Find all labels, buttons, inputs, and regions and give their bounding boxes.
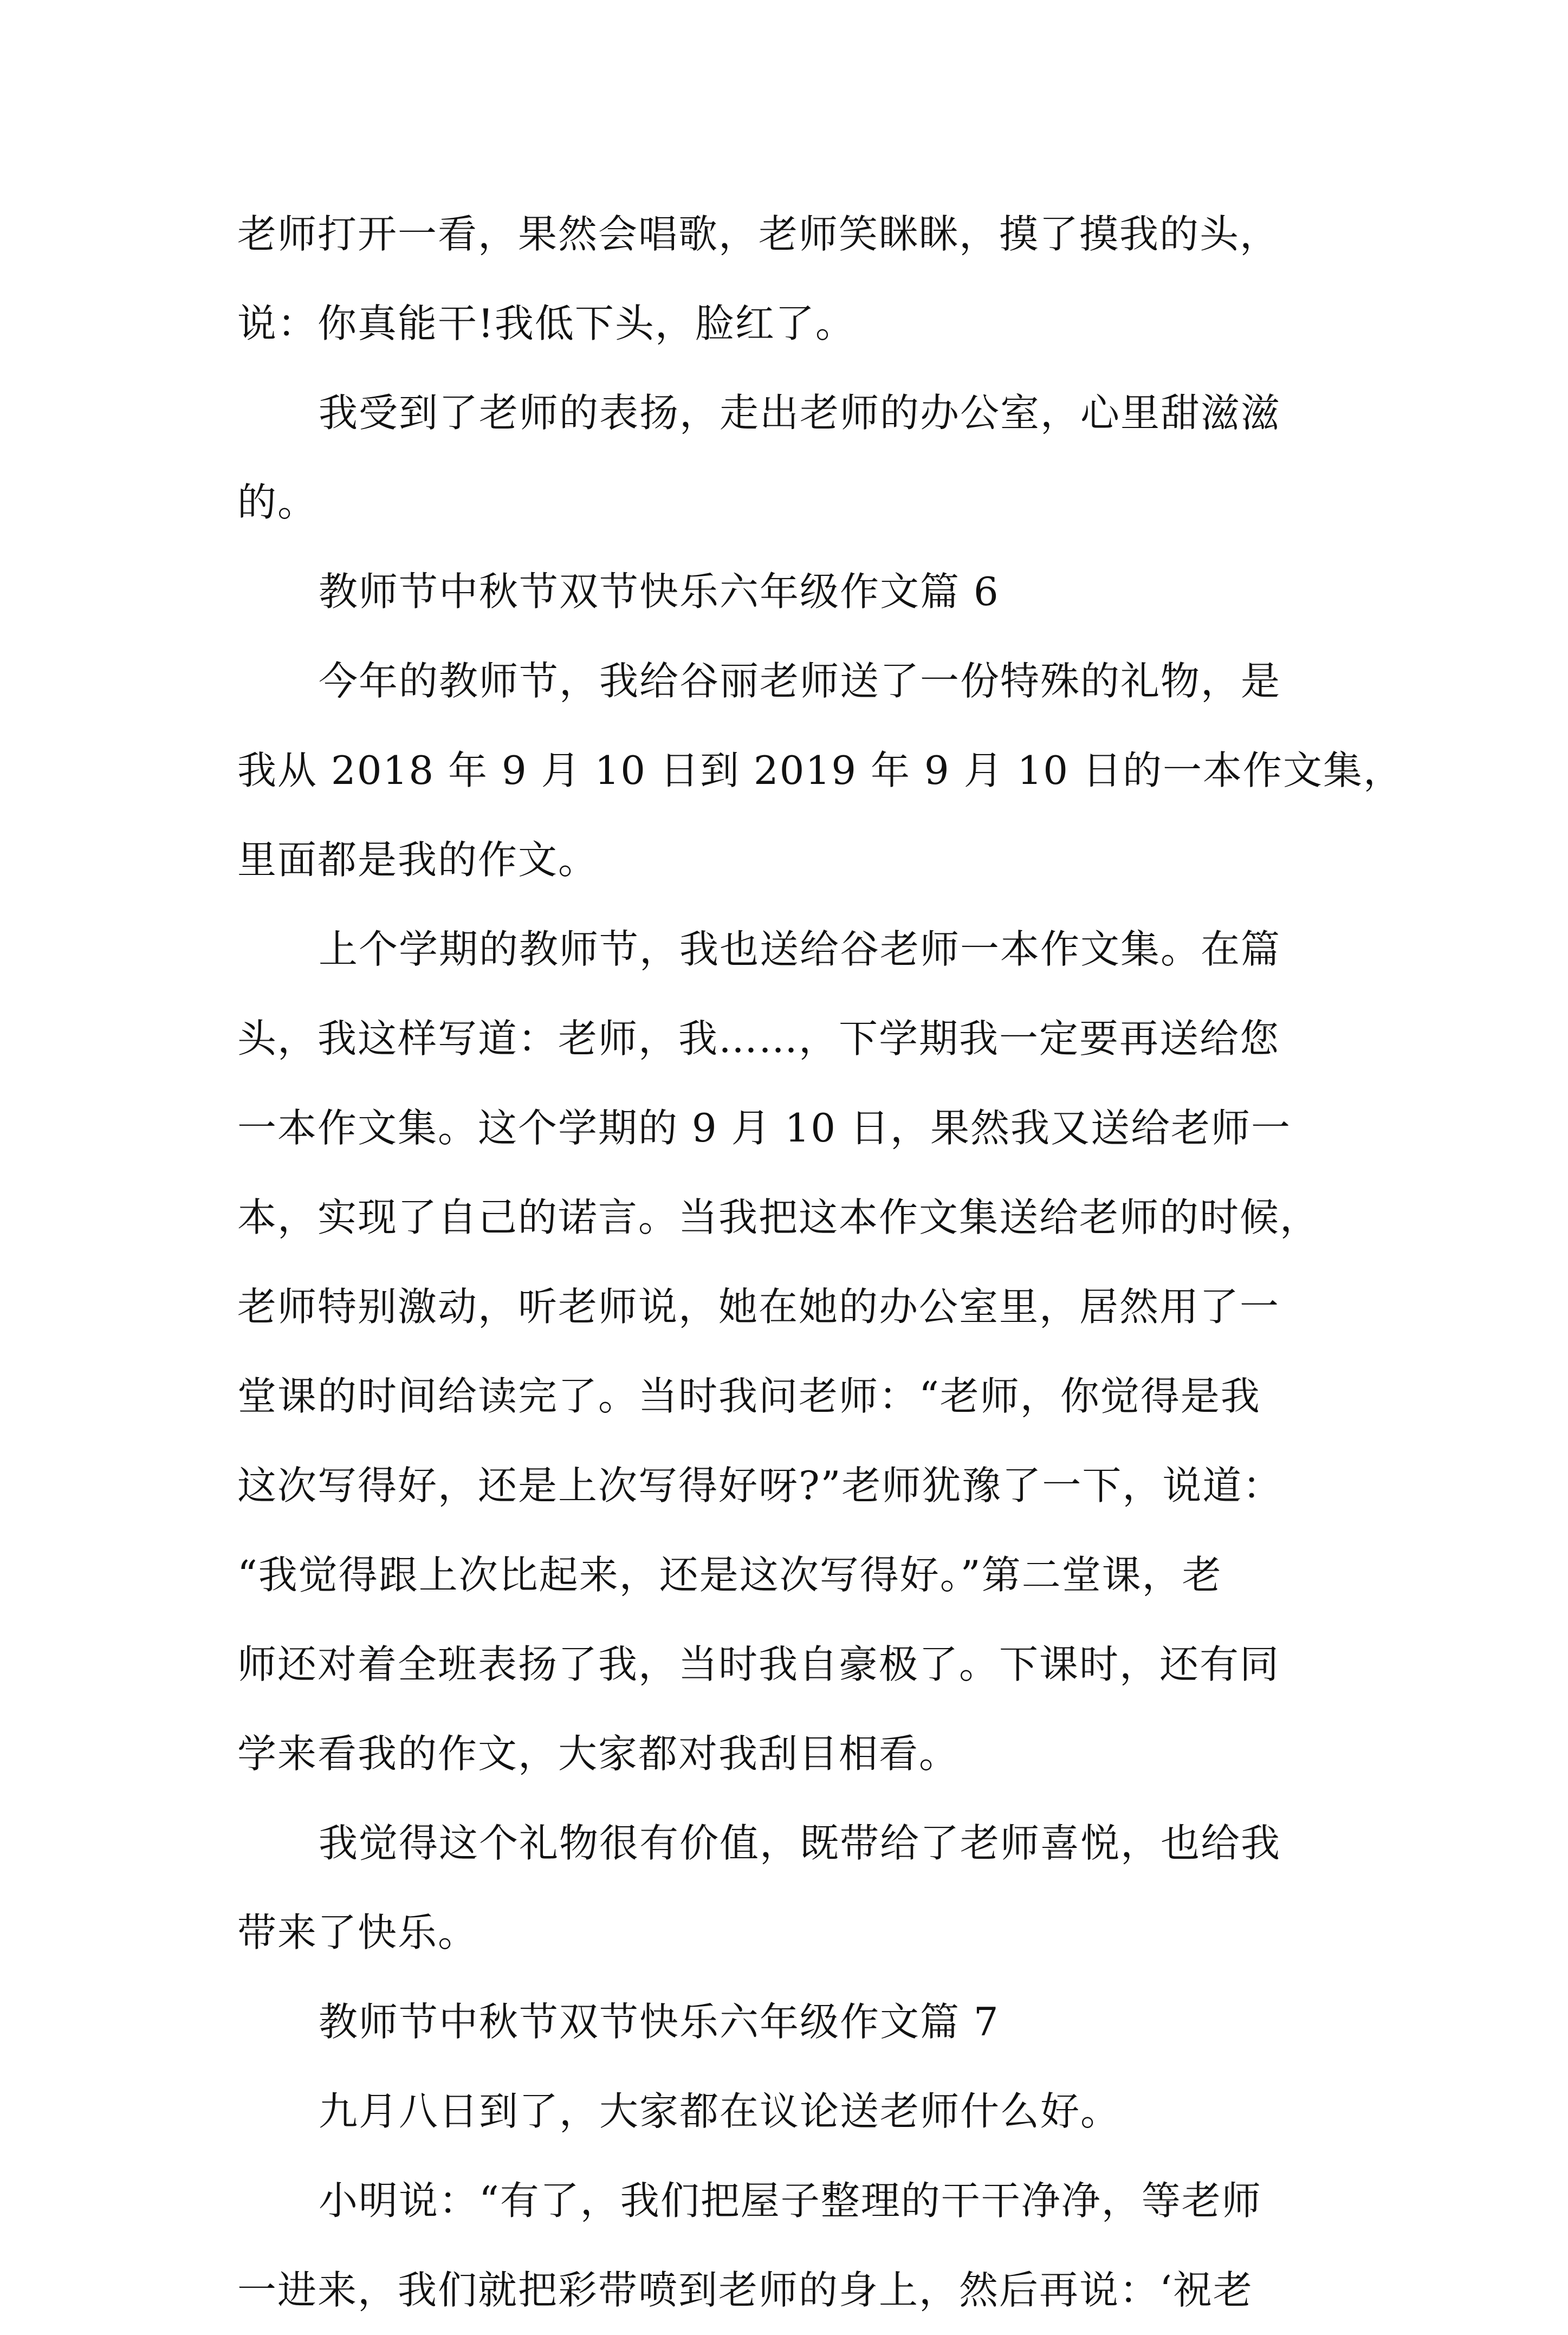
- paragraph-start: 九月八日到了，大家都在议论送老师什么好。: [319, 2088, 1121, 2134]
- text-line: 头，我这样写道：老师，我……，下学期我一定要再送给您: [237, 1016, 1280, 1061]
- text-line: 一进来，我们就把彩带喷到老师的身上，然后再说：‘祝老: [237, 2267, 1253, 2313]
- text-line: 带来了快乐。: [237, 1910, 478, 1955]
- paragraph-start: 小明说：“有了，我们把屋子整理的干干净净，等老师: [319, 2178, 1262, 2223]
- text-line: 这次写得好，还是上次写得好呀?”老师犹豫了一下，说道：: [237, 1463, 1283, 1508]
- text-line: 学来看我的作文，大家都对我刮目相看。: [237, 1731, 960, 1776]
- text-line: 老师特别激动，听老师说，她在她的办公室里，居然用了一: [237, 1284, 1280, 1329]
- paragraph-start: 今年的教师节，我给谷丽老师送了一份特殊的礼物，是: [319, 658, 1281, 704]
- paragraph-start: 上个学期的教师节，我也送给谷老师一本作文集。在篇: [319, 926, 1281, 972]
- section-heading: 教师节中秋节双节快乐六年级作文篇 7: [319, 1999, 1000, 2045]
- text-line: 我从 2018 年 9 月 10 日到 2019 年 9 月 10 日的一本作文集，: [237, 748, 1403, 793]
- text-line: 堂课的时间给读完了。当时我问老师：“老师，你觉得是我: [237, 1373, 1261, 1419]
- document-body: [237, 190, 1403, 2335]
- paragraph-start: 我觉得这个礼物很有价值，既带给了老师喜悦，也给我: [319, 1820, 1281, 1866]
- text-line: 一本作文集。这个学期的 9 月 10 日，果然我又送给老师一: [237, 1105, 1291, 1151]
- text-line: 师还对着全班表扬了我，当时我自豪极了。下课时，还有同: [237, 1642, 1280, 1687]
- text-line: 本，实现了自己的诺言。当我把这本作文集送给老师的时候，: [237, 1195, 1320, 1240]
- text-line: 里面都是我的作文。: [237, 837, 599, 883]
- text-line: 的。: [237, 479, 318, 525]
- section-heading: 教师节中秋节双节快乐六年级作文篇 6: [319, 569, 1000, 614]
- text-line: 说：你真能干!我低下头，脸红了。: [237, 301, 856, 346]
- text-line: 老师打开一看，果然会唱歌，老师笑眯眯，摸了摸我的头，: [237, 211, 1280, 257]
- text-line: “我觉得跟上次比起来，还是这次写得好。”第二堂课，老: [237, 1552, 1222, 1598]
- paragraph-start: 我受到了老师的表扬，走出老师的办公室，心里甜滋滋: [319, 390, 1281, 436]
